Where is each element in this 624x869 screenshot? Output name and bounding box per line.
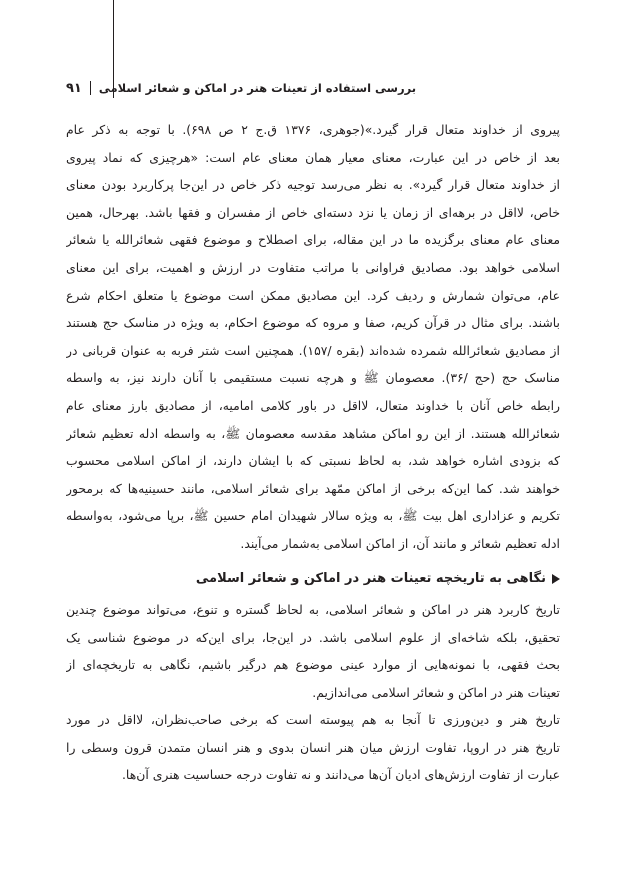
text-line: از مصادیق شعائرالله شمرده شده‌اند (بقره /۱۵۷). همچنین است شتر فربه به عنوان قربانی در (66, 342, 560, 358)
text-line: اسلامی خواهد بود. مصادیق فراوانی با مراتب متفاوت در ارزش و اهمیت، برای این معنای (66, 259, 560, 275)
text-line: عام، می‌توان شمارش و ردیف کرد. این مصادیق ممکن است موضوع یا متعلق احکام شرع (66, 287, 560, 303)
text-line: تکریم و عزاداری اهل بیت ﷺ، به ویژه سالار شهیدان امام حسین ﷺ، برپا می‌شود، به‌واسطه (66, 508, 560, 524)
text-line: تاریخ هنر و دین‌ورزی تا آنجا به هم پیوسته است که برخی صاحب‌نظران، لااقل در مورد (66, 712, 560, 727)
running-header (66, 78, 560, 98)
text-line: تعینات هنر در اماکن و شعائر اسلامی می‌اندازیم. (312, 684, 560, 700)
text-line: تاریخ کاربرد هنر در اماکن و شعائر اسلامی، به لحاظ گستره و تنوع، می‌تواند موضوع چندین (66, 602, 560, 617)
text-line: از خداوند متعال قرار گیرد». به نظر می‌رسد توجیه ذکر خاص در این‌جا پرکاربرد بودن معنای (66, 177, 560, 193)
paragraph-history-intro (66, 596, 560, 706)
text-line: تاریخ هنر در اروپا، تفاوت ارزش میان هنر انسان بدوی و هنر انسان متمدن قرون وسطی را (66, 739, 560, 755)
header-separator (90, 81, 91, 95)
text-line: خواهند شد. کما این‌که برخی از اماکن ممّهد برای شعائر اسلامی، مانند حسینیه‌ها که برمحور (66, 480, 560, 496)
text-line: عبارت از تفاوت ارزش‌های ادیان آن‌ها می‌دانند و نه تفاوت درجه حساسیت هنری آن‌ها. (121, 767, 560, 783)
text-line: شعائرالله هستند. از این رو اماکن مشاهد مقدسه معصومان ﷺ، به واسطه ادله تعظیم شعائر (66, 425, 560, 441)
triangle-bullet-icon (552, 574, 560, 584)
section-heading (66, 567, 560, 591)
page-number: ۹۱ (66, 80, 82, 96)
text-line: تحقیق، بلکه شاخه‌ای از علوم اسلامی باشد. در این‌جا، برای این‌که در موضوع شناسی یک (66, 629, 560, 645)
text-line: پیروی از خداوند متعال قرار گیرد.»(جوهری، ۱۳۷۶ ق.ج ۲ ص ۶۹۸). با توجه به ذکر عام (66, 122, 560, 137)
running-title: بررسی استفاده از تعینات هنر در اماکن و شعائر اسلامی (98, 81, 417, 95)
text-line: مناسک حج (حج /۳۶). معصومان ﷺ و هرچه نسبت مستقیمی با آنان دارند نیز، به واسطه (66, 370, 560, 386)
text-line: معنای عام معنای برگزیده ما در این مقاله، برای اصطلاح و موضوع فقهی شعائرالله یا شعائر (66, 232, 560, 248)
text-line: خاص، لااقل در برهه‌ای از زمان یا نزد دسته‌ای خاص از مفسران و فقها باشد. بهرحال، همین (66, 204, 560, 220)
paragraph-art-religion (66, 706, 560, 789)
text-line: بحث فقهی، با نمونه‌هایی از موارد عینی موضوع هم درگیر باشیم، نگاهی به تاریخچه‌ای از (66, 657, 560, 673)
text-line: بعد از خاص در این عبارت، معنای معیار همان معنای عام است: «هرچیزی که نماد پیروی (66, 149, 560, 165)
paragraph-shaer (66, 116, 560, 558)
text-line: رابطه خاص آنان با خداوند متعال، لااقل در باور کلامی امامیه، از مصادیق بارز معنای عام (66, 397, 560, 413)
text-line: که بزودی اشاره خواهد شد، به لحاظ نسبتی که با ایشان دارند، از اماکن اسلامی محسوب (66, 453, 560, 469)
text-line: باشند. برای مثال در قرآن کریم، صفا و مروه که موضوع احکام، به ویژه در مناسک حج هستند (66, 315, 560, 331)
section-heading-text: نگاهی به تاریخچه تعینات هنر در اماکن و شعائر اسلامی (195, 571, 546, 586)
text-line: ادله تعظیم شعائر و مانند آن، از اماکن اسلامی به‌شمار می‌آیند. (240, 535, 560, 551)
